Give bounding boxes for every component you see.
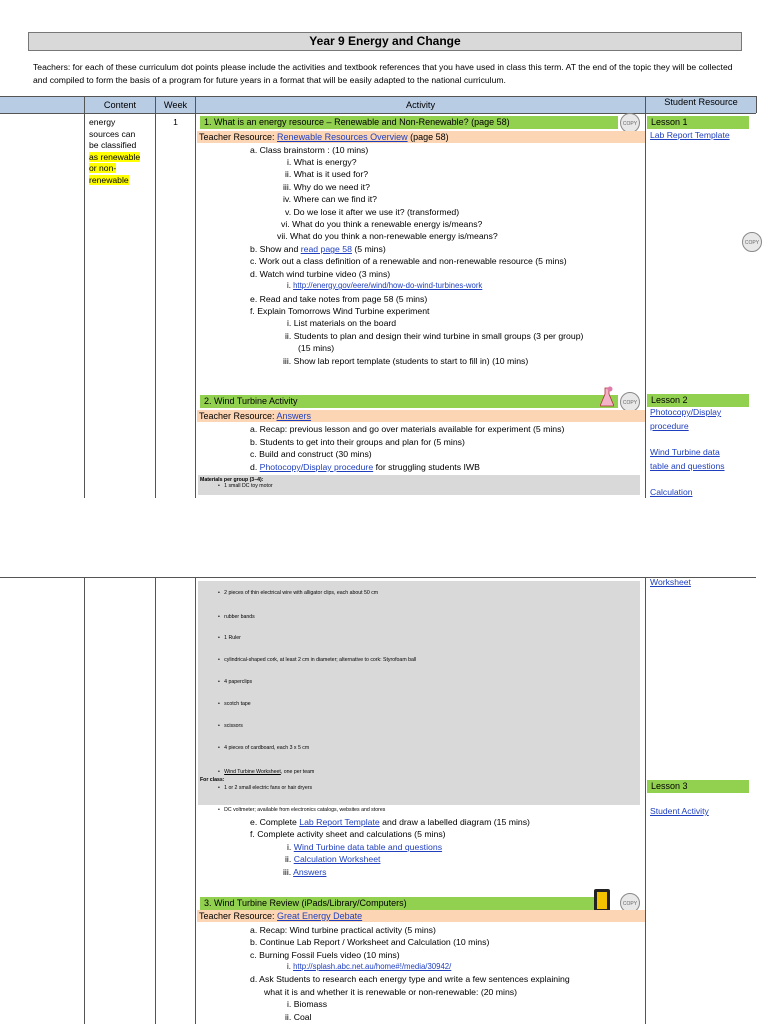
material-item: • scissors	[218, 723, 243, 729]
page-title: Year 9 Energy and Change	[28, 32, 742, 51]
teacher-resource-2: Teacher Resource: Answers	[197, 410, 645, 422]
lesson-3-subitem: i. http://splash.abc.net.au/home#!/media/30942/	[287, 962, 452, 971]
calculation-worksheet-link[interactable]: Calculation Worksheet	[293, 854, 381, 864]
lesson-2-item: f. Complete activity sheet and calculations (5 mins)	[250, 829, 446, 839]
fossil-fuels-video-link[interactable]: http://splash.abc.net.au/home#!/media/30942/	[293, 962, 452, 971]
wind-turbine-table-link[interactable]: Wind Turbine data table and questions	[650, 447, 725, 471]
week-number: 1	[173, 117, 178, 127]
lesson-1-subitem: vi. What do you think a renewable energy is/means?	[281, 219, 483, 229]
student-activity-link[interactable]: Student Activity	[650, 806, 709, 816]
material-item: • 4 paperclips	[218, 679, 253, 685]
materials-box: Materials per group (3–4): • 1 small DC toy motor	[198, 475, 640, 495]
class-item: • 1 or 2 small electric fans or hair dryers	[218, 785, 313, 791]
lesson-3-item: what it is and whether it is renewable or non-renewable: (20 mins)	[264, 987, 518, 997]
header-student-resource: Student Resource	[664, 97, 738, 107]
answers-link-2[interactable]: Answers	[293, 867, 327, 877]
lesson-1-item: b. Show and read page 58 (5 mins)	[250, 244, 386, 254]
copy-stamp-icon: COPY	[620, 392, 640, 412]
wind-turbine-worksheet-link[interactable]: Wind Turbine Worksheet	[224, 769, 281, 775]
calculation-link[interactable]: Calculation	[650, 487, 693, 497]
answers-link[interactable]: Answers	[276, 411, 312, 421]
content-highlight: as renewable	[89, 151, 141, 162]
lesson-1-subitem: i. List materials on the board	[287, 318, 397, 328]
class-item: • DC voltmeter; available from electronics catalogs, websites and stores	[218, 807, 386, 813]
lesson-1-subitem: (15 mins)	[298, 343, 335, 353]
worksheet-link[interactable]: Worksheet	[650, 577, 691, 587]
lesson-1-subitem: vii. What do you think a non-renewable energy is/means?	[277, 231, 498, 241]
wind-turbine-video-link[interactable]: http://energy.gov/eere/wind/how-do-wind-turbines-work	[293, 281, 483, 290]
lesson-2-item: a. Recap: previous lesson and go over materials available for experiment (5 mins)	[250, 424, 565, 434]
lesson-1-item: e. Read and take notes from page 58 (5 mins)	[250, 294, 428, 304]
for-class-label: For class:	[200, 777, 225, 783]
material-item: • scotch tape	[218, 701, 251, 707]
lesson-1-heading: 1. What is an energy resource – Renewable and Non-Renewable? (page 58)	[200, 116, 618, 129]
lesson-1-item: a. Class brainstorm : (10 mins)	[250, 145, 369, 155]
lesson-1-subitem: ii. Students to plan and design their wind turbine in small groups (3 per group)	[285, 331, 584, 341]
lesson-2-item: b. Students to get into their groups and plan for (5 mins)	[250, 437, 465, 447]
teacher-resource-3: Teacher Resource: Great Energy Debate	[197, 910, 645, 922]
lesson-1-subitem: iii. Show lab report template (students to start to fill in) (10 mins)	[283, 356, 529, 366]
lesson-1-subitem: v. Do we lose it after we use it? (transformed)	[285, 207, 460, 217]
lesson-3-subitem: i. Biomass	[287, 999, 328, 1009]
flask-icon	[600, 386, 614, 408]
lesson-2-subitem: iii. Answers	[283, 867, 327, 877]
resource-lesson-1: Lesson 1	[647, 116, 749, 129]
lesson-3-item: b. Continue Lab Report / Worksheet and Calculation (10 mins)	[250, 937, 490, 947]
lesson-1-subitem: iii. Why do we need it?	[283, 182, 370, 192]
copy-stamp-icon: COPY	[620, 113, 640, 133]
wind-turbine-data-link[interactable]: Wind Turbine data table and questions	[293, 842, 443, 852]
lesson-2-subitem: i. Wind Turbine data table and questions	[287, 842, 443, 852]
material-item: • 1 Ruler	[218, 635, 241, 641]
resource-lesson-2: Lesson 2	[647, 394, 749, 407]
teacher-resource-1: Teacher Resource: Renewable Resources Overview (page 58)	[197, 131, 645, 143]
material-item: • Wind Turbine Worksheet, one per team	[218, 769, 315, 775]
lesson-2-item: e. Complete Lab Report Template and draw a labelled diagram (15 mins)	[250, 817, 530, 827]
lesson-3-item: d. Ask Students to research each energy type and write a few sentences explaining	[250, 974, 570, 984]
lesson-1-item: d. Watch wind turbine video (3 mins)	[250, 269, 391, 279]
table-page-2	[0, 577, 768, 1024]
material-item: • rubber bands	[218, 614, 255, 620]
resource-lesson-3: Lesson 3	[647, 780, 749, 793]
lab-report-template-link-2[interactable]: Lab Report Template	[299, 817, 380, 827]
lesson-1-subitem: ii. What is it used for?	[285, 169, 369, 179]
lesson-1-item: f. Explain Tomorrows Wind Turbine experiment	[250, 306, 430, 316]
header-week: Week	[163, 100, 188, 110]
header-content: Content	[103, 100, 137, 110]
photocopy-display-link[interactable]: Photocopy/Display procedure	[650, 407, 722, 431]
lesson-1-subitem: i. http://energy.gov/eere/wind/how-do-wind-turbines-work	[287, 281, 483, 290]
lesson-3-item: a. Recap: Wind turbine practical activity (5 mins)	[250, 925, 436, 935]
lesson-2-item: d. Photocopy/Display procedure for struggling students IWB	[250, 462, 480, 472]
table-page-1	[0, 96, 768, 498]
lesson-3-subitem: ii. Coal	[285, 1012, 312, 1022]
material-item: • 2 pieces of thin electrical wire with alligator clips, each about 50 cm	[218, 590, 379, 596]
intro-text: Teachers: for each of these curriculum dot points please include the activities and textbook references that you have used in class this term. AT the end of the topic they will be collected and compiled to form the basis of a program for future years in a format that will be easily adapted to the national curriculum.	[33, 62, 733, 85]
lesson-2-item: c. Build and construct (30 mins)	[250, 449, 372, 459]
lesson-3-heading: 3. Wind Turbine Review (iPads/Library/Computers)	[200, 897, 594, 910]
copy-stamp-icon: COPY	[742, 232, 762, 252]
content-cell: energy sources can be classified as renewable or non- renewable	[89, 117, 141, 185]
lesson-1-subitem: i. What is energy?	[287, 157, 357, 167]
renewable-overview-link[interactable]: Renewable Resources Overview	[277, 132, 408, 142]
lesson-2-subitem: ii. Calculation Worksheet	[285, 854, 381, 864]
lesson-1-subitem: iv. Where can we find it?	[283, 194, 377, 204]
lesson-1-item: c. Work out a class definition of a renewable and non-renewable resource (5 mins)	[250, 256, 567, 266]
photocopy-procedure-link[interactable]: Photocopy/Display procedure	[259, 462, 374, 472]
material-item: • cylindrical-shaped cork, at least 2 cm in diameter; alternative to cork: Styrofoam ball	[218, 657, 417, 663]
lesson-2-heading: 2. Wind Turbine Activity	[200, 395, 618, 408]
copy-stamp-icon: COPY	[620, 893, 640, 913]
material-item: • 4 pieces of cardboard, each 3 x 5 cm	[218, 745, 310, 751]
lesson-3-item: c. Burning Fossil Fuels video (10 mins)	[250, 950, 400, 960]
header-activity: Activity	[405, 100, 436, 110]
lab-report-template-link[interactable]: Lab Report Template	[650, 130, 730, 140]
read-page-58-link[interactable]: read page 58	[300, 244, 352, 254]
great-energy-debate-link[interactable]: Great Energy Debate	[277, 911, 363, 921]
